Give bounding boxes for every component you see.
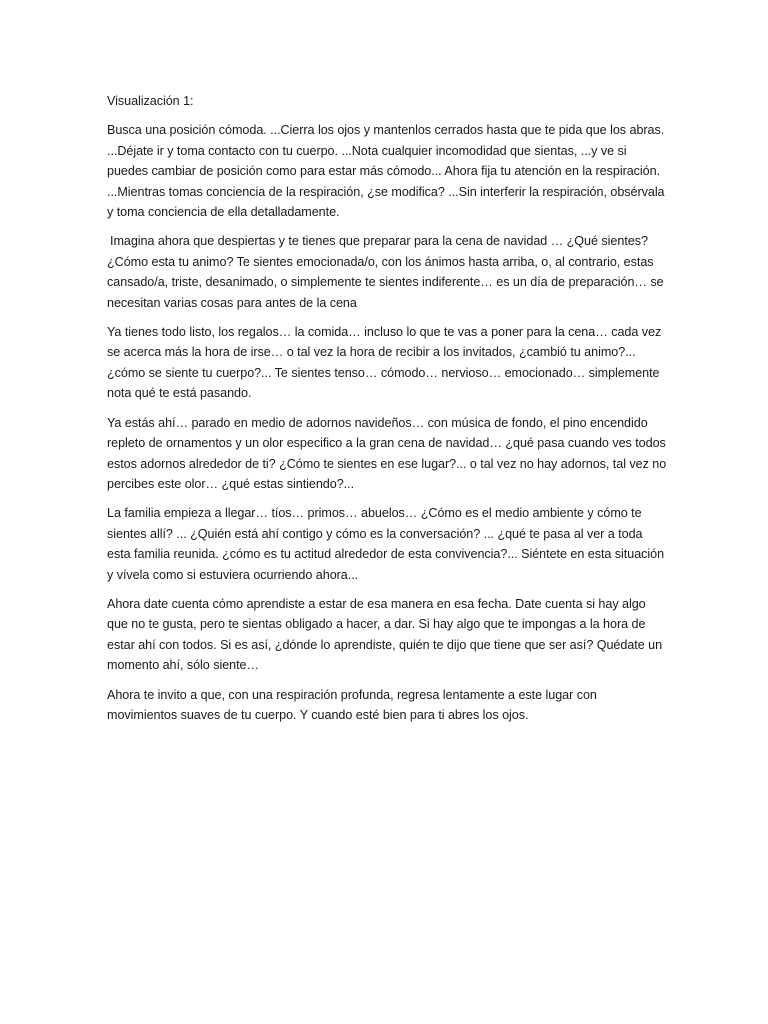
document-body	[107, 91, 667, 734]
paragraph-2: Imagina ahora que despiertas y te tienes que preparar para la cena de navidad … ¿Qué sientes? ¿Cómo esta tu animo? Te sientes emocionada/o, con los ánimos hasta arriba, o, al contrario, estas cansado/a, triste, desanimado, o simplemente te sientes indiferente… es un día de preparación… se necesitan varias cosas para antes de la cena	[107, 234, 664, 310]
paragraph-3: Ya tienes todo listo, los regalos… la comida… incluso lo que te vas a poner para la cena… cada vez se acerca más la hora de irse… o tal vez la hora de recibir a los invitados, ¿cambió tu animo?... ¿cómo se siente tu cuerpo?... Te sientes tenso… cómodo… nervioso… emocionado… simplemente nota qué te está pasando.	[107, 325, 662, 401]
document-title: Visualización 1:	[107, 94, 194, 108]
paragraph-5: La familia empieza a llegar… tíos… primos… abuelos… ¿Cómo es el medio ambiente y cómo te sientes allí? ... ¿Quién está ahí contigo y cómo es la conversación? ... ¿qué te pasa al ver a toda esta familia reunida. ¿cómo es tu actitud alrededor de esta convivencia?... Siéntete en esta situación y vívela como si estuviera ocurriendo ahora...	[107, 506, 665, 582]
paragraph-4: Ya estás ahí… parado en medio de adornos navideños… con música de fondo, el pino encendido repleto de ornamentos y un olor especifico a la gran cena de navidad… ¿qué pasa cuando ves todos estos adornos alrededor de ti? ¿Cómo te sientes en ese lugar?... o tal vez no hay adornos, tal vez no percibes este olor… ¿qué estas sintiendo?...	[107, 415, 667, 491]
paragraph-6: Ahora date cuenta cómo aprendiste a estar de esa manera en esa fecha. Date cuenta si hay algo que no te gusta, pero te sientas obligado a hacer, a dar. Si hay algo que te impongas a la hora de estar ahí con todos. Si es así, ¿dónde lo aprendiste, quién te dijo que tiene que ser así? Quédate un momento ahí, sólo siente…	[107, 596, 663, 673]
paragraph-1: Busca una posición cómoda. ...Cierra los ojos y mantenlos cerrados hasta que te pida que los abras. ...Déjate ir y toma contacto con tu cuerpo. ...Nota cualquier incomodidad que sientas, ...y ve si puedes cambiar de posición como para estar más cómodo... Ahora fija tu atención en la respiración. ...Mientras tomas conciencia de la respiración, ¿se modifica? ...Sin interferir la respiración, obsérvala y toma conciencia de ella detalladamente.	[107, 123, 665, 220]
paragraph-7: Ahora te invito a que, con una respiración profunda, regresa lentamente a este lugar con movimientos suaves de tu cuerpo. Y cuando esté bien para ti abres los ojos.	[107, 687, 597, 722]
